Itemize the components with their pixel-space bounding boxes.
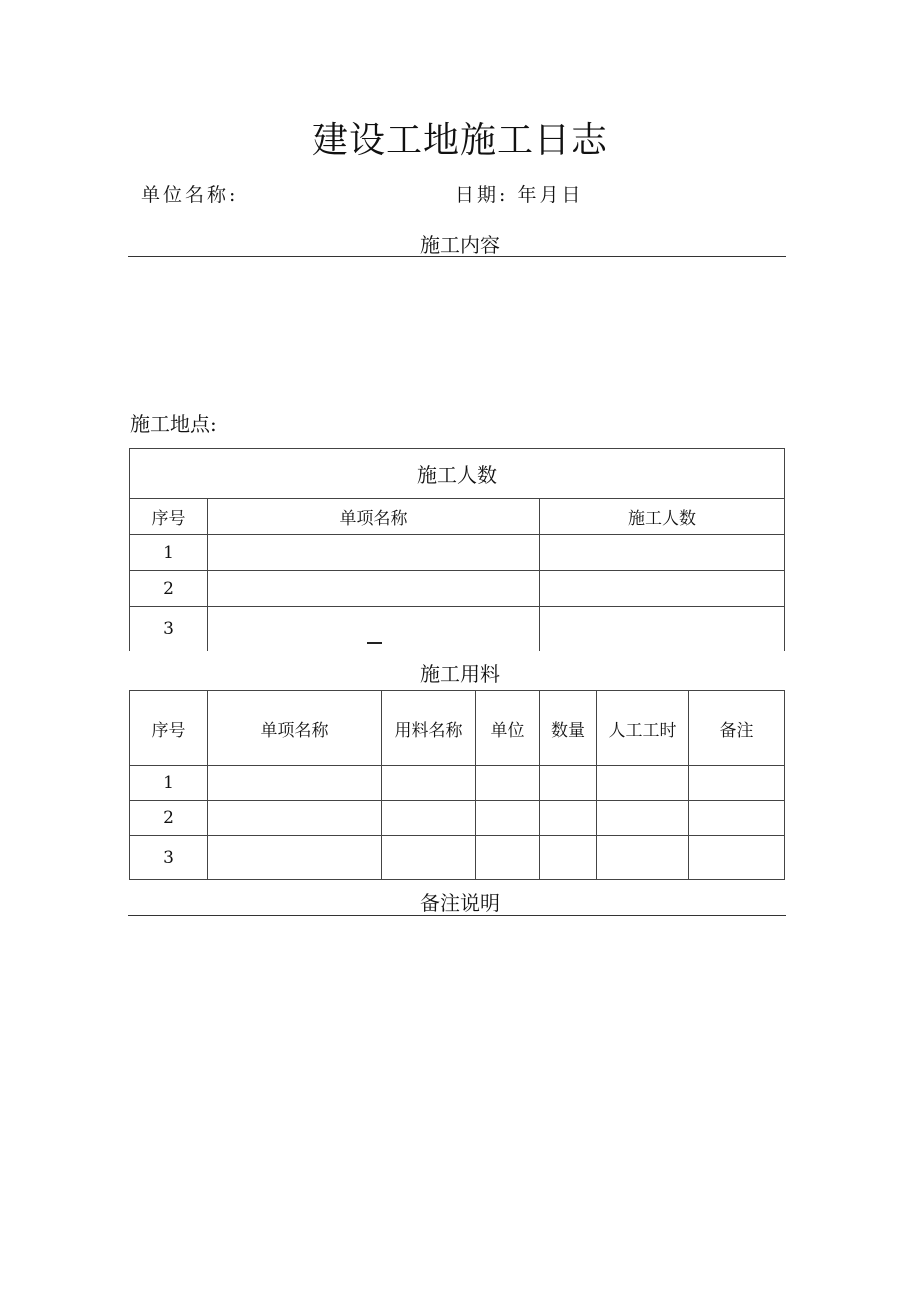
row-unit-cell[interactable] <box>476 836 540 880</box>
materials-heading: 施工用料 <box>420 662 500 686</box>
row-no: 2 <box>130 571 208 607</box>
content-divider <box>128 256 786 257</box>
workers-table-title: 施工人数 <box>130 449 785 499</box>
date-label: 日期: 年月日 <box>455 184 584 206</box>
unit-name-label: 单位名称: <box>141 184 239 206</box>
row-remarks-cell[interactable] <box>689 801 785 836</box>
construction-place-label: 施工地点: <box>130 412 217 436</box>
row-hours-cell[interactable] <box>597 766 689 801</box>
construction-content-heading: 施工内容 <box>420 233 500 257</box>
column-header-labor-hours: 人工工时 <box>597 691 689 766</box>
row-no: 3 <box>130 607 208 651</box>
row-quantity-cell[interactable] <box>540 836 597 880</box>
row-count-cell[interactable] <box>540 571 785 607</box>
row-remarks-cell[interactable] <box>689 766 785 801</box>
row-quantity-cell[interactable] <box>540 766 597 801</box>
column-header-no: 序号 <box>130 499 208 535</box>
row-item-cell[interactable] <box>208 571 540 607</box>
row-quantity-cell[interactable] <box>540 801 597 836</box>
row-remarks-cell[interactable] <box>689 836 785 880</box>
row-no: 2 <box>130 801 208 836</box>
column-header-material-name: 用料名称 <box>382 691 476 766</box>
table-row <box>130 836 785 880</box>
dash-mark <box>367 642 382 644</box>
row-no: 1 <box>130 766 208 801</box>
column-header-item-name: 单项名称 <box>208 691 382 766</box>
row-unit-cell[interactable] <box>476 801 540 836</box>
row-no: 3 <box>130 836 208 880</box>
column-header-worker-count: 施工人数 <box>540 499 785 535</box>
column-header-remarks: 备注 <box>689 691 785 766</box>
table-row <box>130 766 785 801</box>
row-count-cell[interactable] <box>540 607 785 651</box>
workers-table <box>129 448 785 651</box>
row-item-cell[interactable] <box>208 836 382 880</box>
row-hours-cell[interactable] <box>597 836 689 880</box>
materials-table <box>129 690 785 880</box>
column-header-quantity: 数量 <box>540 691 597 766</box>
document-title: 建设工地施工日志 <box>311 120 608 161</box>
column-header-unit: 单位 <box>476 691 540 766</box>
column-header-item-name: 单项名称 <box>208 499 540 535</box>
table-row <box>130 607 785 651</box>
row-item-cell[interactable] <box>208 766 382 801</box>
row-hours-cell[interactable] <box>597 801 689 836</box>
table-row <box>130 571 785 607</box>
row-item-cell[interactable] <box>208 801 382 836</box>
row-material-cell[interactable] <box>382 766 476 801</box>
row-unit-cell[interactable] <box>476 766 540 801</box>
table-row <box>130 535 785 571</box>
row-count-cell[interactable] <box>540 535 785 571</box>
column-header-no: 序号 <box>130 691 208 766</box>
table-row <box>130 801 785 836</box>
row-item-cell[interactable] <box>208 535 540 571</box>
remarks-heading: 备注说明 <box>420 891 500 915</box>
remarks-divider <box>128 915 786 916</box>
row-no: 1 <box>130 535 208 571</box>
row-material-cell[interactable] <box>382 801 476 836</box>
row-material-cell[interactable] <box>382 836 476 880</box>
